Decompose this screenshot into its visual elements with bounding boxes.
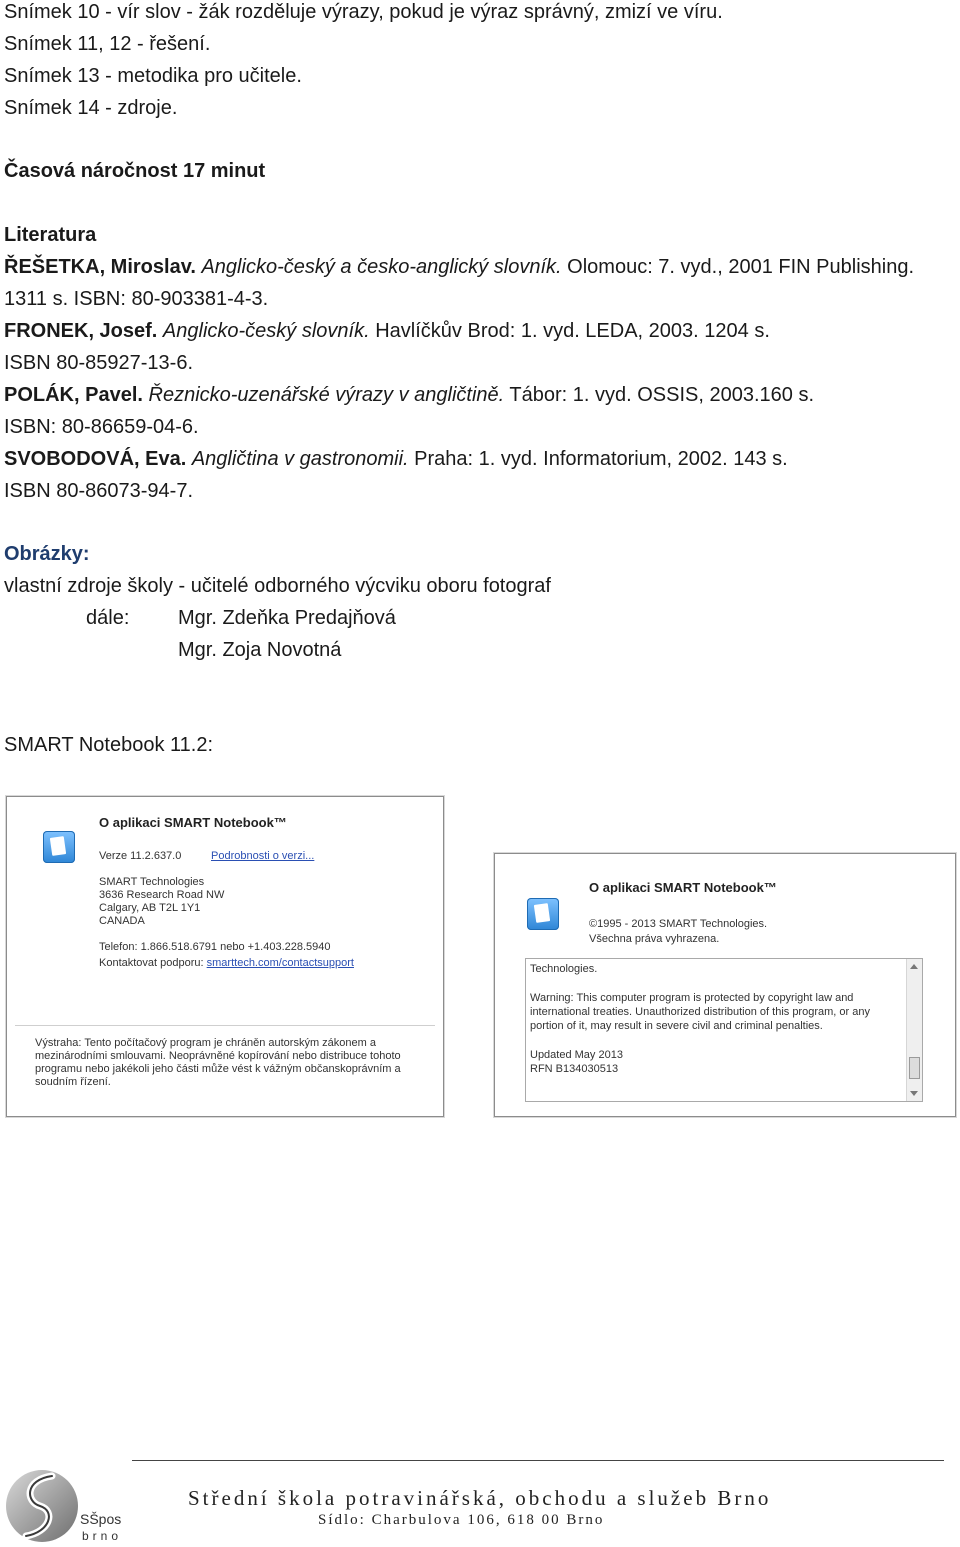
scroll-up-icon[interactable] [910,964,918,969]
intro-line-2: Snímek 11, 12 - řešení. [4,33,211,55]
entry-title: Řeznicko-uzenářské výrazy v angličtině. [148,384,505,406]
entry-publication: Havlíčkův Brod: 1. vyd. LEDA, 2003. 1204 s. [369,320,770,342]
about-dialog-cz [6,796,444,1117]
vertical-scrollbar[interactable] [906,959,922,1101]
address-line-2: 3636 Research Road NW [99,889,225,901]
literature-entry-4 [4,447,788,471]
literature-entry-3 [4,383,814,407]
entry-title: Anglicko-český a česko-anglický slovník. [201,256,562,278]
warning-line-3: programu nebo jakékoli jeho části může vést k vážným občanskoprávním a [35,1063,401,1075]
footer-divider [132,1460,944,1461]
intro-line-4: Snímek 14 - zdroje. [4,97,178,119]
software-label: SMART Notebook 11.2: [4,734,214,756]
images-further-label: dále: [86,607,130,629]
scroll-down-icon[interactable] [910,1091,918,1096]
license-line-7: Updated May 2013 [530,1049,623,1061]
warning-line-4: soudním řízení. [35,1076,111,1088]
dialog-title: O aplikaci SMART Notebook™ [589,880,777,895]
intro-line-1: Snímek 10 - vír slov - žák rozděluje výrazy, pokud je výraz správný, zmizí ve víru. [4,1,723,23]
scroll-thumb[interactable] [909,1057,920,1079]
version-text: Verze 11.2.637.0 [99,850,182,862]
about-dialog-en [494,853,956,1117]
entry-author: POLÁK, Pavel. [4,384,143,406]
support-line [99,957,354,970]
entry-publication: Tábor: 1. vyd. OSSIS, 2003.160 s. [504,384,815,406]
copyright-text: ©1995 - 2013 SMART Technologies. [589,918,768,930]
smart-notebook-icon [527,898,559,930]
literature-heading: Literatura [4,224,97,246]
smart-notebook-icon [43,831,75,863]
license-line-1: Technologies. [530,963,598,975]
address-line-3: Calgary, AB T2L 1Y1 [99,902,201,914]
address-line-1: SMART Technologies [99,876,205,888]
time-estimate: Časová náročnost 17 minut [4,160,266,182]
school-name: Střední škola potravinářská, obchodu a služeb Brno [188,1486,772,1510]
images-heading: Obrázky: [4,543,90,565]
warning-line-2: mezinárodními smlouvami. Neoprávněné kopírování nebo distribuce tohoto [35,1050,401,1062]
license-textbox[interactable] [525,958,923,1102]
license-line-3: Warning: This computer program is protected by copyright law and [530,992,854,1004]
support-prefix: Kontaktovat podporu: [99,957,207,969]
rights-text: Všechna práva vyhrazena. [589,933,720,945]
intro-line-3: Snímek 13 - metodika pro učitele. [4,65,302,87]
entry-author: SVOBODOVÁ, Eva. [4,448,187,470]
entry-title: Angličtina v gastronomii. [191,448,409,470]
entry-author: ŘEŠETKA, Miroslav. [4,256,196,278]
literature-entry-2-line2: ISBN 80-85927-13-6. [4,352,194,374]
version-details-link[interactable]: Podrobnosti o verzi... [211,850,315,862]
dialog-title: O aplikaci SMART Notebook™ [99,815,287,830]
images-name-2: Mgr. Zoja Novotná [178,639,342,661]
phone-text: Telefon: 1.866.518.6791 nebo +1.403.228.5940 [99,941,331,953]
license-line-4: international treaties. Unauthorized distribution of this program, or any [530,1006,870,1018]
literature-entry-3-line2: ISBN: 80-86659-04-6. [4,416,199,438]
license-line-5: portion of it, may result in severe civil and criminal penalties. [530,1020,823,1032]
images-source: vlastní zdroje školy - učitelé odborného výcviku oboru fotograf [4,575,551,597]
license-line-8: RFN B134030513 [530,1063,619,1075]
entry-publication: Olomouc: 7. vyd., 2001 FIN Publishing. [561,256,915,278]
images-name-1: Mgr. Zdeňka Predajňová [178,607,396,629]
literature-entry-2 [4,319,770,343]
entry-title: Anglicko-český slovník. [162,320,370,342]
literature-entry-4-line2: ISBN 80-86073-94-7. [4,480,194,502]
literature-entry-1-line2: 1311 s. ISBN: 80-903381-4-3. [4,288,269,310]
school-address: Sídlo: Charbulova 106, 618 00 Brno [318,1512,605,1528]
literature-entry-1 [4,255,914,279]
entry-author: FRONEK, Josef. [4,320,158,342]
school-logo [4,1466,128,1544]
logo-text-1: SŠpos [80,1511,122,1527]
entry-publication: Praha: 1. vyd. Informatorium, 2002. 143 s. [408,448,788,470]
warning-line-1: Výstraha: Tento počítačový program je chráněn autorským zákonem a [35,1037,376,1049]
logo-text-2: brno [82,1529,123,1543]
separator [15,1025,435,1026]
address-line-4: CANADA [99,915,145,927]
support-link[interactable]: smarttech.com/contactsupport [206,957,354,969]
